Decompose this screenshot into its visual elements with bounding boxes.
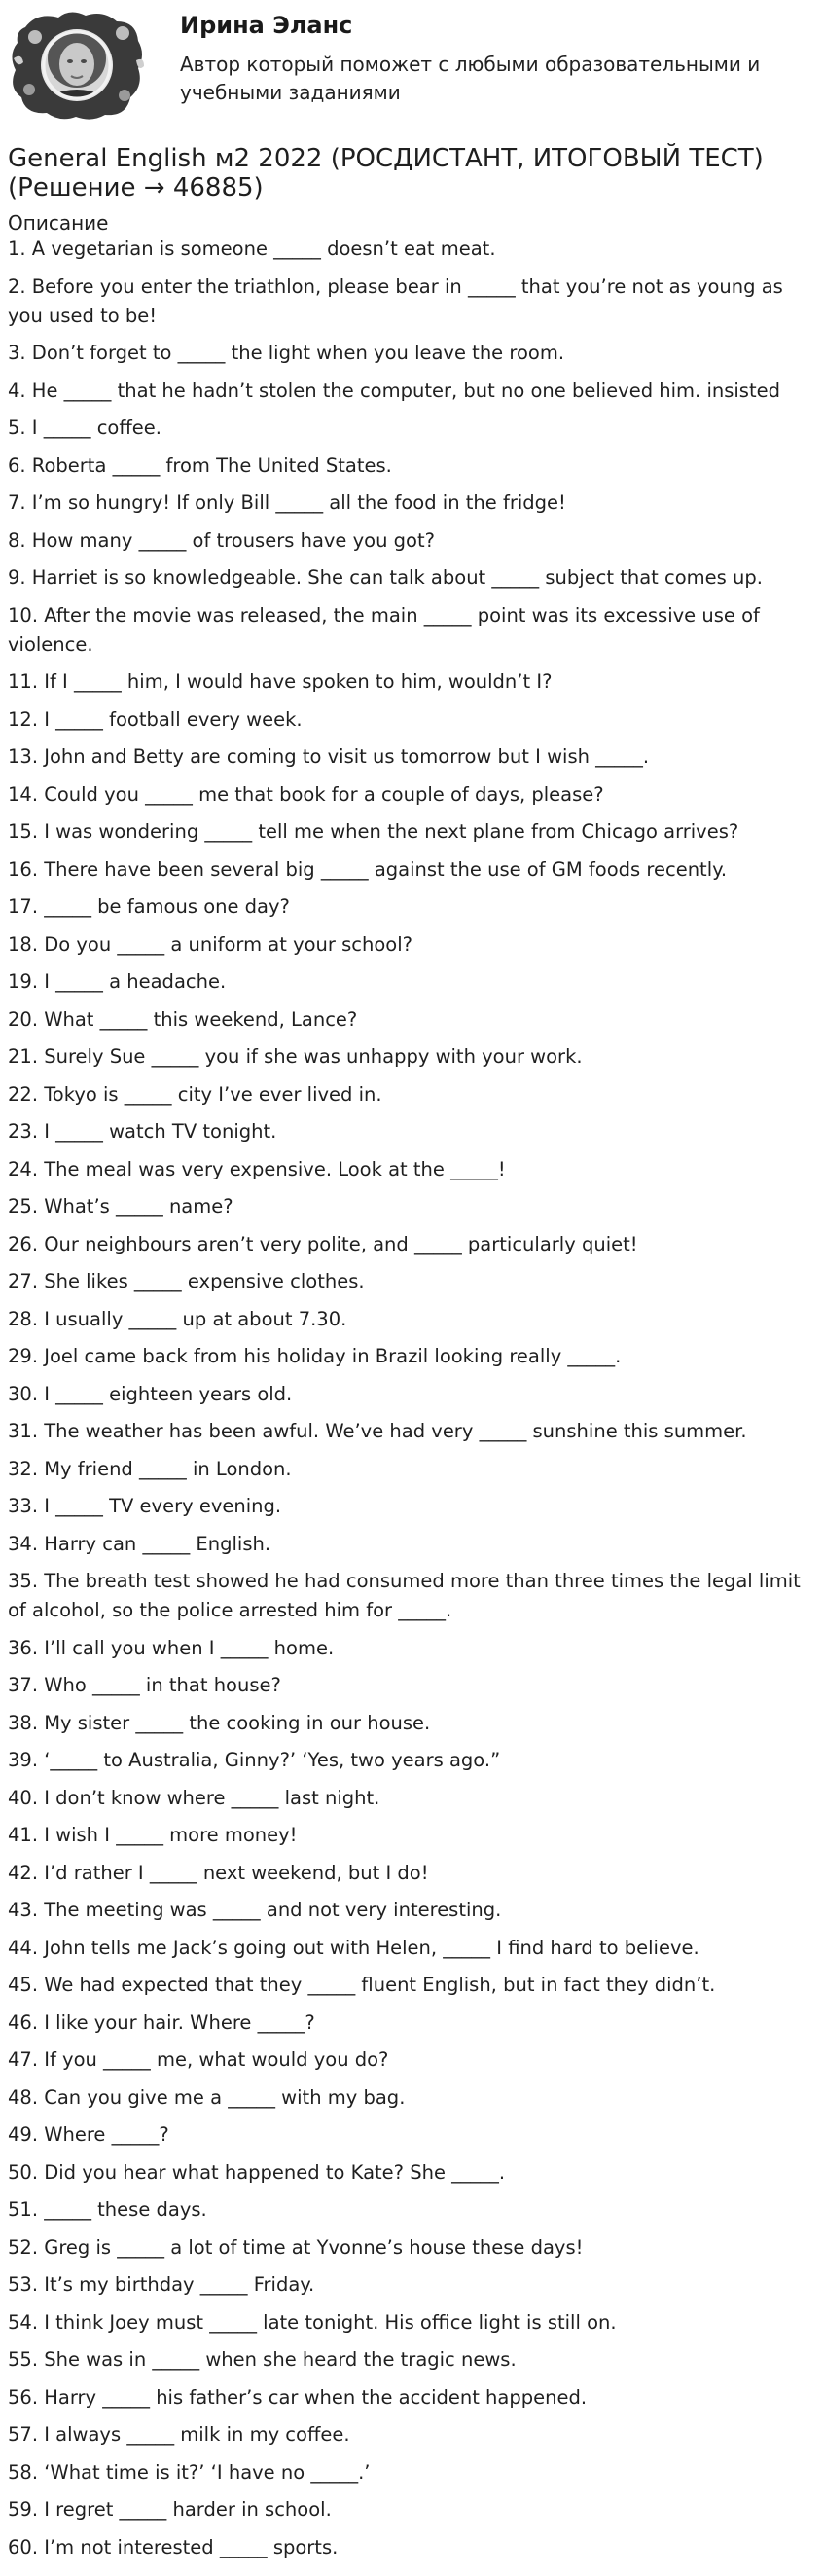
- question-item: 4. He _____ that he hadn’t stolen the computer, but no one believed him. insisted: [8, 379, 780, 402]
- question-item: 31. The weather has been awful. We’ve had very _____ sunshine this summer.: [8, 1420, 747, 1442]
- question-item: 44. John tells me Jack’s going out with Helen, _____ I find hard to believe.: [8, 1936, 699, 1959]
- question-item: 56. Harry _____ his father’s car when the accident happened.: [8, 2385, 588, 2409]
- question-item: 39. ‘_____ to Australia, Ginny?’ ‘Yes, two years ago.”: [8, 1749, 501, 1771]
- page-title: General English м2 2022 (РОСДИСТАНТ, ИТОГОВЫЙ ТЕСТ) (Решение → 46885): [8, 144, 764, 202]
- question-item: 48. Can you give me a _____ with my bag.: [8, 2086, 406, 2109]
- question-item: 37. Who _____ in that house?: [8, 1674, 281, 1696]
- question-item: 25. What’s _____ name?: [8, 1195, 233, 1217]
- description-label: Описание: [8, 211, 109, 235]
- question-item: 23. I _____ watch TV tonight.: [8, 1120, 277, 1143]
- question-item: 27. She likes _____ expensive clothes.: [8, 1270, 365, 1292]
- question-item: 47. If you _____ me, what would you do?: [8, 2049, 389, 2071]
- question-item: 21. Surely Sue _____ you if she was unhappy with your work.: [8, 1045, 583, 1068]
- question-item: 15. I was wondering _____ tell me when the next plane from Chicago arrives?: [8, 820, 739, 843]
- question-item: 6. Roberta _____ from The United States.: [8, 454, 392, 477]
- question-item: 45. We had expected that they _____ fluent English, but in fact they didn’t.: [8, 1974, 716, 1996]
- question-item: 53. It’s my birthday _____ Friday.: [8, 2273, 315, 2296]
- question-item: 55. She was in _____ when she heard the tragic news.: [8, 2348, 517, 2371]
- question-item: 51. _____ these days.: [8, 2198, 207, 2221]
- question-item: 54. I think Joey must _____ late tonight. His office light is still on.: [8, 2310, 617, 2334]
- question-item: 43. The meeting was _____ and not very interesting.: [8, 1899, 502, 1921]
- question-item: 50. Did you hear what happened to Kate? She _____.: [8, 2160, 506, 2184]
- question-item: 2. Before you enter the triathlon, please bear in _____ that you’re not as young as you used to be!: [8, 274, 783, 327]
- question-item: 10. After the movie was released, the main _____ point was its excessive use of violence.: [8, 603, 760, 656]
- question-item: 38. My sister _____ the cooking in our house.: [8, 1711, 431, 1734]
- question-item: 13. John and Betty are coming to visit us tomorrow but I wish _____.: [8, 745, 650, 768]
- question-item: 17. _____ be famous one day?: [8, 895, 290, 918]
- question-item: 26. Our neighbours aren’t very polite, and _____ particularly quiet!: [8, 1232, 638, 1255]
- question-item: 49. Where _____?: [8, 2123, 169, 2146]
- question-item: 18. Do you _____ a uniform at your school?: [8, 932, 412, 956]
- question-item: 58. ‘What time is it?’ ‘I have no _____.’: [8, 2460, 371, 2484]
- question-item: 28. I usually _____ up at about 7.30.: [8, 1307, 347, 1330]
- author-description: Автор который поможет с любыми образовательными и учебными заданиями: [180, 53, 761, 104]
- avatar[interactable]: [8, 8, 146, 123]
- question-item: 34. Harry can _____ English.: [8, 1532, 271, 1555]
- question-item: 59. I regret _____ harder in school.: [8, 2498, 332, 2521]
- question-item: 12. I _____ football every week.: [8, 707, 303, 731]
- question-item: 35. The breath test showed he had consumed more than three times the legal limit of alcohol, so the police arrested him for _____.: [8, 1570, 801, 1621]
- question-item: 24. The meal was very expensive. Look at the _____!: [8, 1157, 506, 1180]
- author-name[interactable]: Ирина Эланс: [180, 12, 353, 39]
- question-item: 42. I’d rather I _____ next weekend, but I do!: [8, 1861, 429, 1884]
- author-card: [8, 8, 815, 125]
- question-item: 11. If I _____ him, I would have spoken to him, wouldn’t I?: [8, 671, 553, 693]
- question-item: 5. I _____ coffee.: [8, 417, 161, 439]
- question-item: 40. I don’t know where _____ last night.: [8, 1786, 380, 1809]
- question-item: 60. I’m not interested _____ sports.: [8, 2535, 339, 2558]
- question-list: [8, 235, 811, 2570]
- question-item: 30. I _____ eighteen years old.: [8, 1382, 293, 1405]
- question-item: 41. I wish I _____ more money!: [8, 1824, 298, 1846]
- question-item: 19. I _____ a headache.: [8, 970, 227, 993]
- question-item: 7. I’m so hungry! If only Bill _____ all the food in the fridge!: [8, 491, 566, 514]
- question-item: 57. I always _____ milk in my coffee.: [8, 2423, 350, 2446]
- question-item: 52. Greg is _____ a lot of time at Yvonne’s house these days!: [8, 2235, 584, 2259]
- question-item: 14. Could you _____ me that book for a couple of days, please?: [8, 782, 604, 806]
- question-item: 9. Harriet is so knowledgeable. She can talk about _____ subject that comes up.: [8, 566, 763, 589]
- question-item: 8. How many _____ of trousers have you got?: [8, 528, 435, 552]
- question-item: 29. Joel came back from his holiday in Brazil looking really _____.: [8, 1345, 622, 1367]
- question-item: 20. What _____ this weekend, Lance?: [8, 1007, 358, 1031]
- question-item: 16. There have been several big _____ against the use of GM foods recently.: [8, 857, 728, 881]
- question-item: 32. My friend _____ in London.: [8, 1457, 292, 1480]
- question-item: 1. A vegetarian is someone _____ doesn’t eat meat.: [8, 237, 496, 260]
- question-item: 22. Tokyo is _____ city I’ve ever lived in.: [8, 1082, 382, 1106]
- question-item: 36. I’ll call you when I _____ home.: [8, 1636, 335, 1659]
- question-item: 3. Don’t forget to _____ the light when you leave the room.: [8, 342, 565, 364]
- question-item: 33. I _____ TV every evening.: [8, 1495, 282, 1517]
- avatar-image: [8, 8, 146, 123]
- question-item: 46. I like your hair. Where _____?: [8, 2011, 315, 2034]
